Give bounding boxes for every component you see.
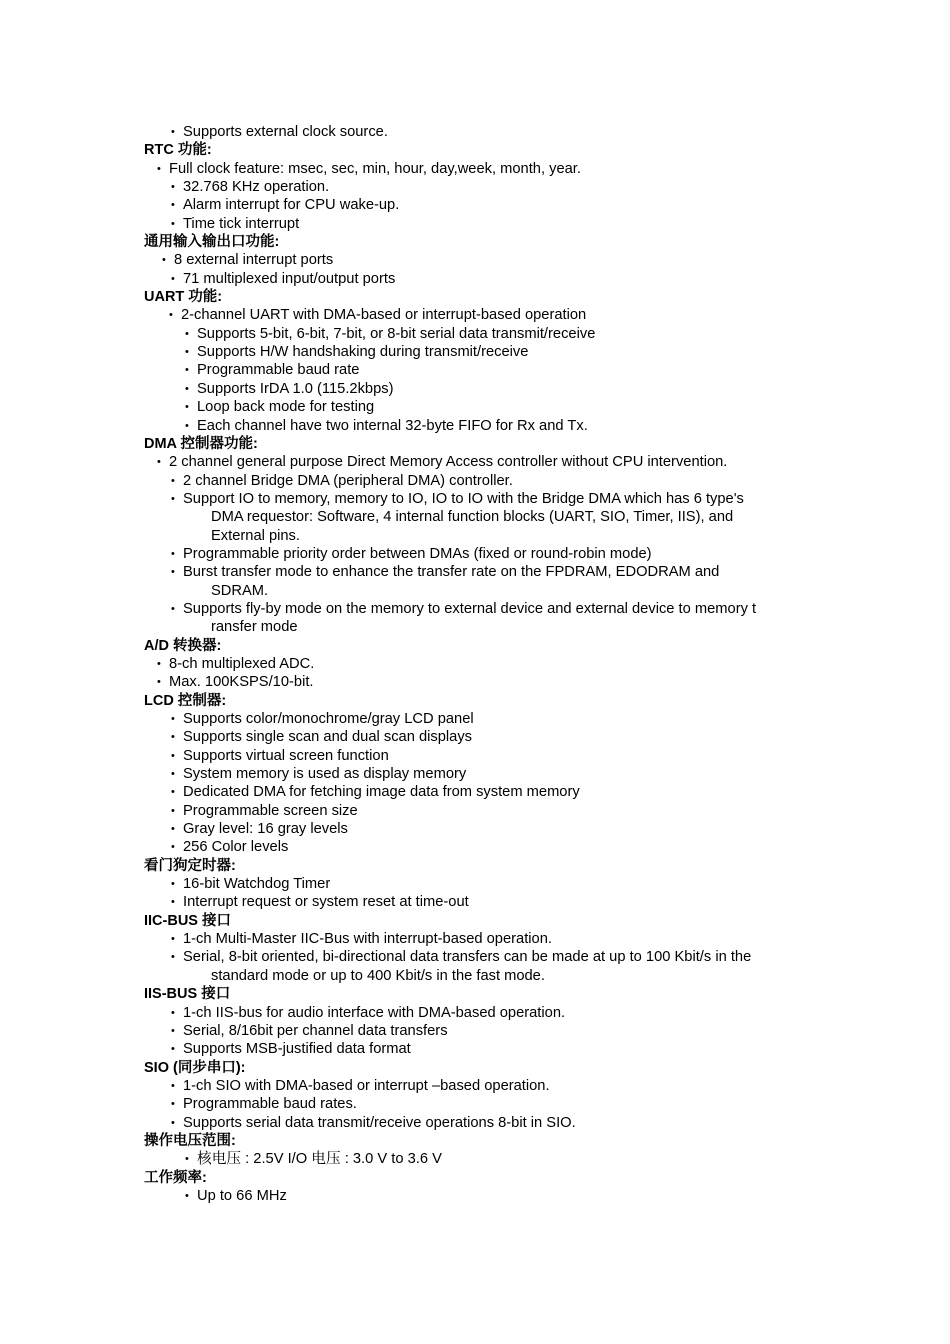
list-item [0, 343, 950, 361]
list-item-text: Programmable priority order between DMAs (fixed or round-robin mode) [183, 545, 652, 562]
bullet-icon: • [171, 731, 175, 744]
bullet-icon: • [171, 896, 175, 909]
bullet-icon: • [171, 492, 175, 505]
list-item-text: Supports fly-by mode on the memory to external device and external device to memory t [183, 600, 757, 617]
bullet-icon: • [171, 749, 175, 762]
list-item-continuation-text: DMA requestor: Software, 4 internal function blocks (UART, SIO, Timer, IIS), and [211, 509, 734, 526]
list-item [0, 417, 950, 435]
list-item-text: Time tick interrupt [183, 215, 300, 232]
list-item-text: 256 Color levels [183, 839, 289, 856]
list-item-continuation-text: External pins. [211, 527, 300, 544]
list-item-text: 1-ch Multi-Master IIC-Bus with interrupt-based operation. [183, 931, 552, 948]
list-item-text: 核电压 : 2.5V I/O 电压 : 3.0 V to 3.6 V [197, 1151, 442, 1168]
list-item-text: Alarm interrupt for CPU wake-up. [183, 197, 400, 214]
list-item [0, 948, 950, 966]
list-item [0, 490, 950, 508]
list-item-continuation [0, 967, 950, 985]
section-heading [0, 141, 950, 159]
bullet-icon: • [171, 1024, 175, 1037]
bullet-icon: • [185, 346, 189, 359]
list-item [0, 893, 950, 911]
list-item [0, 306, 950, 324]
list-item [0, 1040, 950, 1058]
bullet-icon: • [171, 1006, 175, 1019]
bullet-icon: • [157, 162, 161, 175]
list-item [0, 875, 950, 893]
section-heading-text: RTC 功能: [144, 142, 212, 159]
bullet-icon: • [171, 713, 175, 725]
document-body [0, 123, 950, 1205]
list-item-text: Supports external clock source. [183, 124, 388, 140]
list-item [0, 1095, 950, 1113]
section-heading [0, 1169, 950, 1187]
list-item-text: Serial, 8-bit oriented, bi-directional data transfers can be made at up to 100 Kbit/s in the [183, 949, 752, 966]
list-item [0, 838, 950, 856]
bullet-icon: • [171, 1098, 175, 1111]
list-item-text: System memory is used as display memory [183, 766, 467, 783]
list-item-continuation-text: standard mode or up to 400 Kbit/s in the fast mode. [211, 967, 545, 984]
section-heading-text: LCD 控制器: [144, 692, 227, 709]
list-item-continuation-text: ransfer mode [211, 619, 298, 636]
bullet-icon: • [171, 199, 175, 212]
bullet-icon: • [185, 1189, 189, 1202]
bullet-icon: • [171, 951, 175, 964]
bullet-icon: • [171, 1079, 175, 1092]
section-heading-text: SIO (同步串口): [144, 1059, 246, 1076]
section-heading-text: 操作电压范围: [144, 1132, 236, 1149]
bullet-icon: • [171, 547, 175, 560]
section-heading [0, 985, 950, 1003]
section-heading-text: 看门狗定时器: [144, 857, 236, 874]
list-item [0, 472, 950, 490]
list-item [0, 728, 950, 746]
list-item [0, 802, 950, 820]
list-item [0, 820, 950, 838]
list-item-text: Support IO to memory, memory to IO, IO to IO with the Bridge DMA which has 6 type's [183, 490, 744, 507]
section-heading [0, 857, 950, 875]
bullet-icon: • [171, 768, 175, 781]
list-item-text: Programmable baud rates. [183, 1096, 357, 1113]
bullet-icon: • [171, 1043, 175, 1056]
list-item-text: Max. 100KSPS/10-bit. [169, 674, 314, 691]
list-item [0, 123, 950, 141]
list-item-text: Programmable screen size [183, 802, 358, 819]
list-item-continuation [0, 582, 950, 600]
bullet-icon: • [171, 823, 175, 836]
section-heading [0, 233, 950, 251]
list-item [0, 196, 950, 214]
section-heading-text: 通用输入输出口功能: [144, 234, 280, 251]
list-item-text: 16-bit Watchdog Timer [183, 876, 331, 893]
list-item [0, 160, 950, 178]
bullet-icon: • [157, 676, 161, 689]
list-item-text: Each channel have two internal 32-byte FIFO for Rx and Tx. [197, 417, 588, 434]
list-item [0, 710, 950, 728]
list-item-text: Supports virtual screen function [183, 747, 389, 764]
list-item-text: Programmable baud rate [197, 362, 360, 379]
list-item-text: Supports IrDA 1.0 (115.2kbps) [197, 380, 394, 397]
list-item [0, 747, 950, 765]
list-item-text: 71 multiplexed input/output ports [183, 270, 396, 287]
list-item [0, 673, 950, 691]
bullet-icon: • [171, 804, 175, 817]
bullet-icon: • [185, 419, 189, 432]
bullet-icon: • [157, 657, 161, 670]
list-item-text: Serial, 8/16bit per channel data transfers [183, 1022, 448, 1039]
list-item [0, 545, 950, 563]
list-item-text: Supports MSB-justified data format [183, 1041, 411, 1058]
bullet-icon: • [185, 382, 189, 395]
list-item [0, 1022, 950, 1040]
bullet-icon: • [185, 364, 189, 377]
list-item-text: Supports single scan and dual scan displays [183, 729, 473, 746]
list-item-text: Interrupt request or system reset at time-out [183, 894, 469, 911]
list-item [0, 1114, 950, 1132]
list-item [0, 361, 950, 379]
bullet-icon: • [185, 1153, 189, 1166]
list-item-text: Loop back mode for testing [197, 399, 375, 416]
list-item [0, 380, 950, 398]
bullet-icon: • [171, 841, 175, 854]
bullet-icon: • [171, 474, 175, 487]
bullet-icon: • [157, 456, 161, 469]
list-item [0, 251, 950, 269]
bullet-icon: • [171, 878, 175, 891]
list-item-continuation [0, 618, 950, 636]
bullet-icon: • [162, 254, 166, 267]
list-item [0, 1004, 950, 1022]
bullet-icon: • [171, 786, 175, 799]
section-heading [0, 912, 950, 930]
bullet-icon: • [171, 933, 175, 946]
section-heading-text: 工作频率: [144, 1169, 207, 1186]
bullet-icon: • [171, 566, 175, 579]
bullet-icon: • [185, 327, 189, 340]
bullet-icon: • [171, 181, 175, 194]
list-item-text: 8 external interrupt ports [174, 252, 334, 269]
list-item-text: Supports 5-bit, 6-bit, 7-bit, or 8-bit serial data transmit/receive [197, 325, 596, 342]
section-heading [0, 637, 950, 655]
section-heading [0, 288, 950, 306]
list-item [0, 453, 950, 471]
list-item [0, 600, 950, 618]
list-item-text: Supports color/monochrome/gray LCD panel [183, 711, 474, 727]
list-item [0, 398, 950, 416]
section-heading [0, 692, 950, 710]
bullet-icon: • [171, 126, 175, 138]
list-item [0, 1187, 950, 1205]
section-heading-text: A/D 转换器: [144, 637, 222, 654]
list-item-text: 1-ch SIO with DMA-based or interrupt –based operation. [183, 1077, 550, 1094]
list-item-continuation [0, 508, 950, 526]
list-item [0, 1150, 950, 1168]
list-item-text: Up to 66 MHz [197, 1187, 287, 1204]
list-item-text: Supports serial data transmit/receive operations 8-bit in SIO. [183, 1114, 576, 1131]
list-item-text: 2 channel general purpose Direct Memory Access controller without CPU intervention. [169, 454, 728, 471]
list-item-continuation [0, 527, 950, 545]
bullet-icon: • [171, 602, 175, 615]
list-item-continuation-text: SDRAM. [211, 582, 269, 599]
list-item-text: 2 channel Bridge DMA (peripheral DMA) controller. [183, 472, 513, 489]
section-heading [0, 1059, 950, 1077]
list-item [0, 1077, 950, 1095]
section-heading-text: IIS-BUS 接口 [144, 986, 231, 1003]
bullet-icon: • [185, 401, 189, 414]
bullet-icon: • [171, 217, 175, 230]
list-item [0, 215, 950, 233]
list-item [0, 655, 950, 673]
list-item-text: Gray level: 16 gray levels [183, 821, 348, 838]
list-item-text: Burst transfer mode to enhance the transfer rate on the FPDRAM, EDODRAM and [183, 564, 720, 581]
section-heading-text: IIC-BUS 接口 [144, 912, 231, 929]
section-heading [0, 1132, 950, 1150]
list-item [0, 325, 950, 343]
section-heading [0, 435, 950, 453]
list-item-text: Dedicated DMA for fetching image data from system memory [183, 784, 580, 801]
list-item [0, 765, 950, 783]
bullet-icon: • [169, 309, 173, 322]
list-item [0, 930, 950, 948]
list-item-text: 8-ch multiplexed ADC. [169, 655, 315, 672]
list-item [0, 178, 950, 196]
bullet-icon: • [171, 1116, 175, 1129]
section-heading-text: DMA 控制器功能: [144, 435, 258, 452]
list-item [0, 270, 950, 288]
list-item [0, 563, 950, 581]
list-item [0, 783, 950, 801]
list-item-text: 1-ch IIS-bus for audio interface with DMA-based operation. [183, 1004, 566, 1021]
list-item-text: Supports H/W handshaking during transmit/receive [197, 344, 529, 361]
list-item-text: 2-channel UART with DMA-based or interrupt-based operation [181, 307, 587, 324]
list-item-text: 32.768 KHz operation. [183, 179, 330, 196]
list-item-text: Full clock feature: msec, sec, min, hour, day,week, month, year. [169, 160, 581, 177]
bullet-icon: • [171, 272, 175, 285]
section-heading-text: UART 功能: [144, 289, 223, 306]
